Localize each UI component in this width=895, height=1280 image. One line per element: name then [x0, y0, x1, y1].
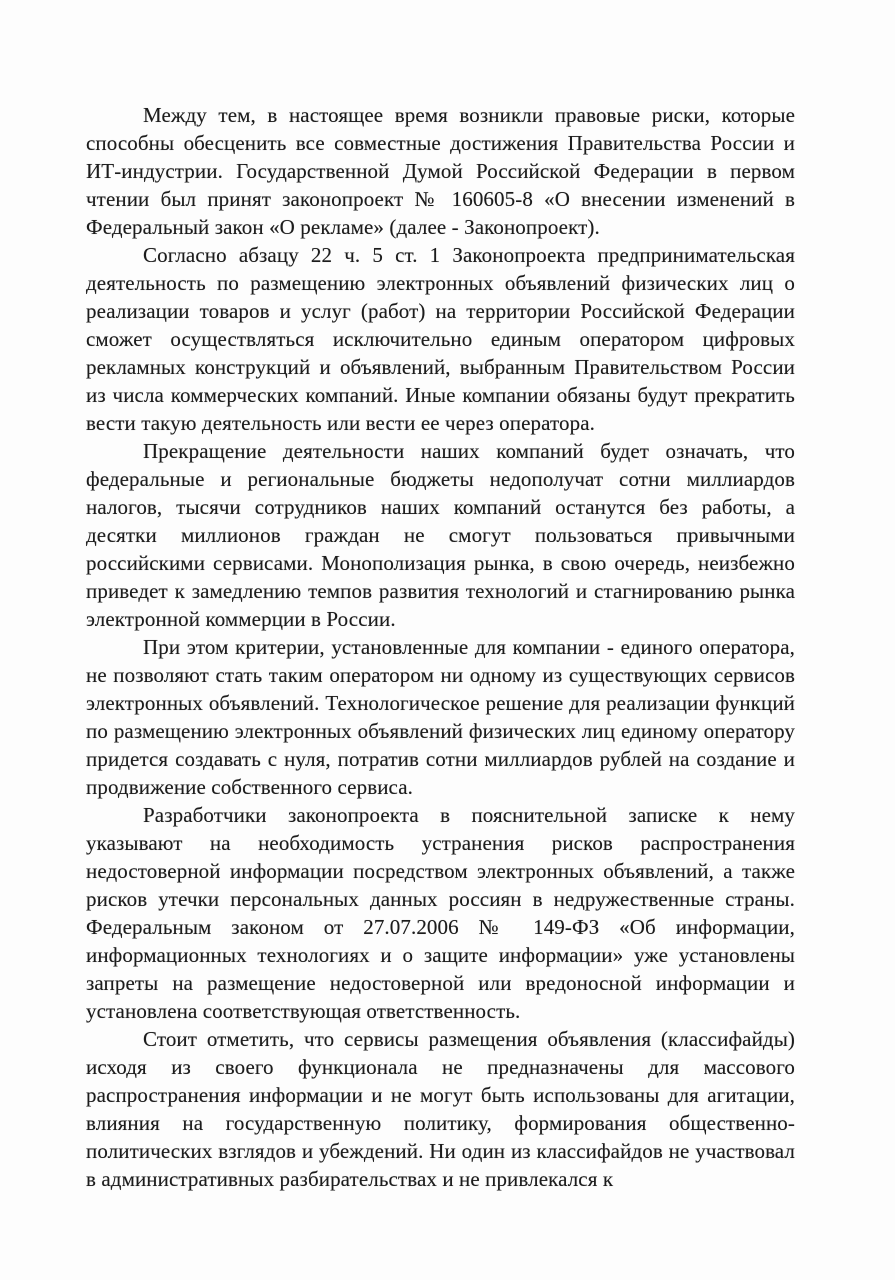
paragraph-classifieds-note: Стоит отметить, что сервисы размещения объявления (классифайды) исходя из своего функционала не предназначены для массового распространения информации и не могут быть использованы для агитации, влияния на государственную политику, формирования общественно-политических взглядов и убеждений. Ни один из классифайдов не участвовал в административных разбирательствах и не привлекался к — [86, 1027, 795, 1191]
paragraph-bill-provisions: Согласно абзацу 22 ч. 5 ст. 1 Законопроекта предпринимательская деятельность по размещению электронных объявлений физических лиц о реализации товаров и услуг (работ) на территории Российской Федерации сможет осуществляться исключительно единым оператором цифровых рекламных конструкций и объявлений, выбранным Правительством России из числа коммерческих компаний. Иные компании обязаны будут прекратить вести такую деятельность или вести ее через оператора. — [86, 243, 795, 435]
document-text-block — [86, 101, 795, 1193]
paragraph-legal-risks: Между тем, в настоящее время возникли правовые риски, которые способны обесценить все совместные достижения Правительства России и ИТ-индустрии. Государственной Думой Российской Федерации в первом чтении был принят законопроект № 160605-8 «О внесении изменений в Федеральный закон «О рекламе» (далее - Законопроект). — [86, 103, 795, 239]
paragraph-operator-criteria: При этом критерии, установленные для компании - единого оператора, не позволяют стать таким оператором ни одному из существующих сервисов электронных объявлений. Технологическое решение для реализации функций по размещению электронных объявлений физических лиц единому оператору придется создавать с нуля, потратив сотни миллиардов рублей на создание и продвижение собственного сервиса. — [86, 635, 795, 799]
paragraph-explanatory-note: Разработчики законопроекта в пояснительной записке к нему указывают на необходимость устранения рисков распространения недостоверной информации посредством электронных объявлений, а также рисков утечки персональных данных россиян в недружественные страны. Федеральным законом от 27.07.2006 № 149-ФЗ «Об информации, информационных технологиях и о защите информации» уже установлены запреты на размещение недостоверной или вредоносной информации и установлена соответствующая ответственность. — [86, 803, 795, 1023]
paragraph-consequences: Прекращение деятельности наших компаний будет означать, что федеральные и региональные бюджеты недополучат сотни миллиардов налогов, тысячи сотрудников наших компаний останутся без работы, а десятки миллионов граждан не смогут пользоваться привычными российскими сервисами. Монополизация рынка, в свою очередь, неизбежно приведет к замедлению темпов развития технологий и стагнированию рынка электронной коммерции в России. — [86, 439, 795, 631]
